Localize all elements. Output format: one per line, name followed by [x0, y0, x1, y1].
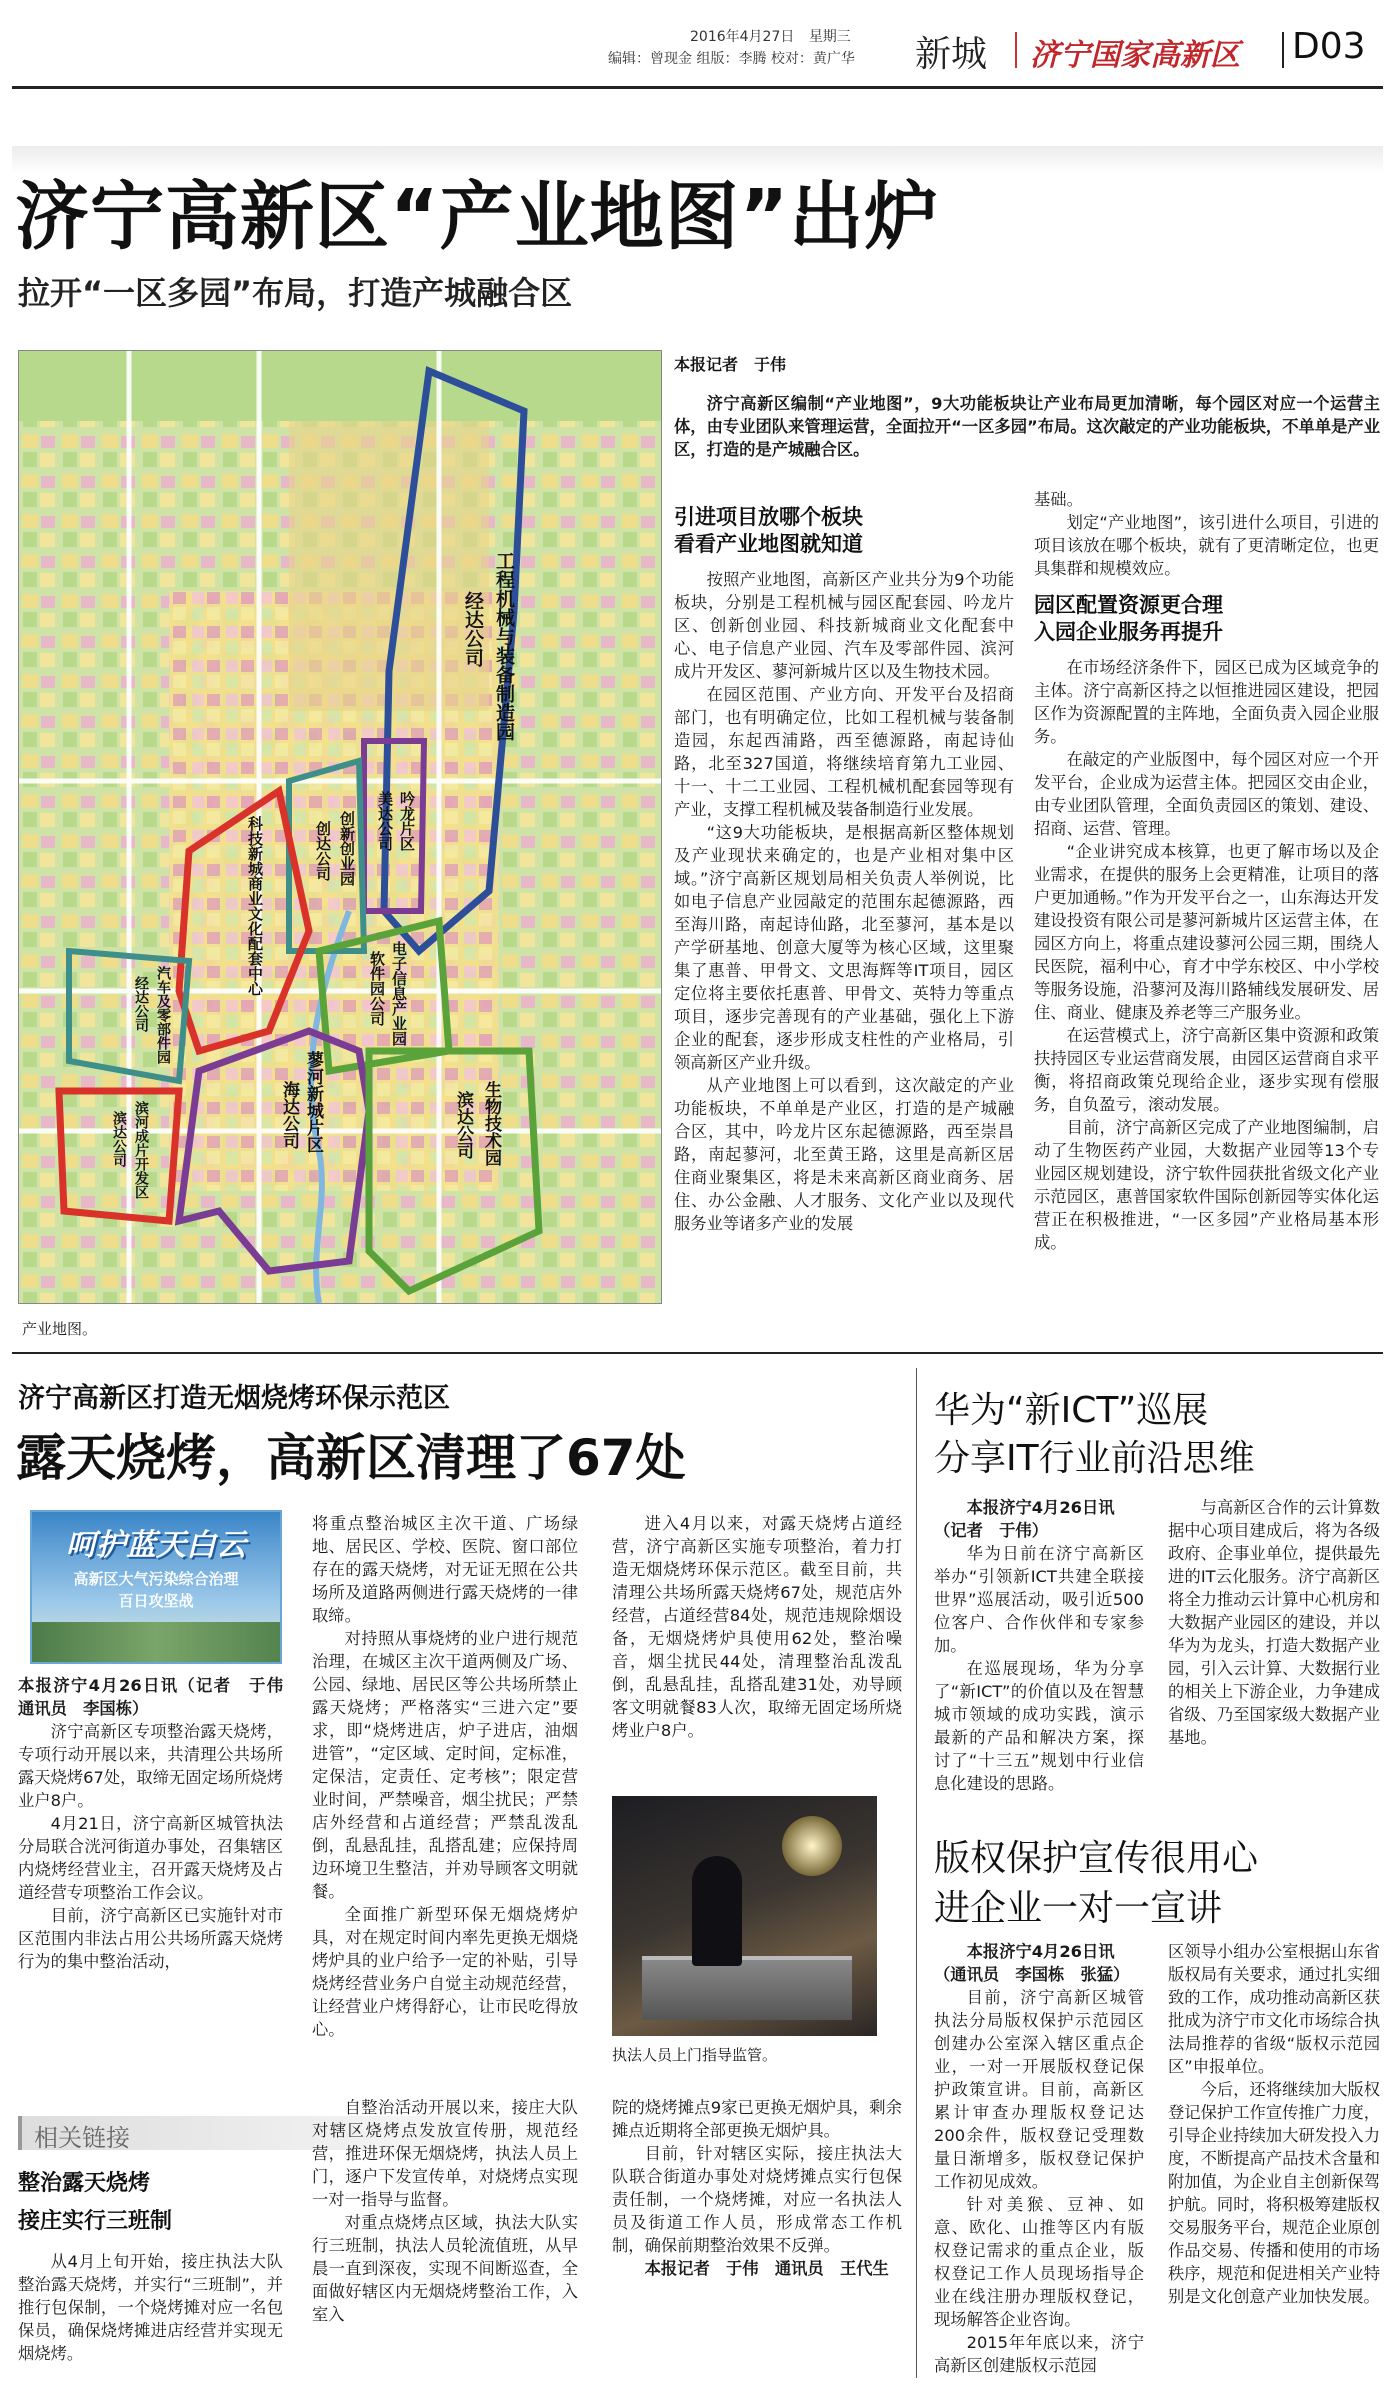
issue-date: 2016年4月27日	[690, 29, 795, 45]
col1-paragraph: 从产业地图上可以看到，这次敲定的产业功能板块，不单单是产业区，打造的是产城融合区，其中，吟龙片区东起德源路，西至崇昌路，南起蓼河，北至黄王路，这里是高新区居住商业聚集区，将是未来高新区商业商务、居住、办公金融、人才服务、文化产业以及现代服务业等诸多产业的发展	[674, 1076, 1014, 1233]
main-lead	[674, 392, 1380, 461]
enforcement-photo	[612, 1796, 877, 2036]
huawei-title-2: 分享IT行业前沿思维	[934, 1438, 1255, 1479]
main-byline: 本报记者 于伟	[674, 355, 787, 374]
brand-title: 济宁国家高新区	[1030, 38, 1240, 73]
main-headline: 济宁高新区“产业地图”出炉	[15, 174, 940, 260]
badge-subtitle-1: 高新区大气污染综合治理	[73, 1570, 239, 1588]
masthead-divider-2	[1282, 32, 1284, 68]
huawei-byline-2: （记者 于伟）	[934, 1521, 1048, 1540]
related-paragraph: 院的烧烤摊点9家已更换无烟炉具，剩余摊点近期将全部更换无烟炉具。	[612, 2098, 902, 2140]
map-label-dianzi: 电子信息产业园	[390, 941, 408, 1046]
map-label-qiche: 汽车及零部件园	[155, 966, 171, 1064]
bbq-paragraph: 将重点整治城区主次干道、广场绿地、居民区、学校、医院、窗口部位存在的露天烧烤，对无证无照在公共场所及道路两侧进行露天烧烤的一律取缔。	[312, 1514, 578, 1625]
lead-paragraph: 济宁高新区编制“产业地图”，9大功能板块让产业布局更加清晰，每个园区对应一个运营主体，由专业团队来管理运营，全面拉开“一区多园”布局。这次敲定的产业功能板块，不单单是产业区，打造的是产城融合区。	[674, 394, 1380, 459]
col2-paragraph: 划定“产业地图”，该引进什么项目，引进的项目该放在哪个板块，就有了更清晰定位，也更具集群和规模效应。	[1034, 513, 1379, 578]
section2-title: 园区配置资源更合理 入园企业服务再提升	[1034, 593, 1223, 644]
badge-subtitle-2: 百日攻坚战	[118, 1592, 194, 1610]
copyright-col-2	[1168, 1940, 1380, 2308]
section-name: 新城	[915, 34, 988, 75]
huawei-paragraph: 在巡展现场，华为分享了“新ICT”的价值以及在智慧城市领域的成功实践，演示最新的产品和解决方案，探讨了“十三五”规划中行业信息化建设的思路。	[934, 1659, 1144, 1793]
bbq-paragraph: 对持照从事烧烤的业户进行规范治理，在城区主次干道两侧及广场、公园、绿地、居民区等公共场所禁止露天烧烤；严格落实“三进六定”要求，即“烧烤进店，炉子进店，油烟进管”，“定区域、定时间，定标准，定保洁，定责任、定考核”；限定营业时间，严禁噪音，烟尘扰民；严禁店外经营和占道经营；严禁乱泼乱倒，乱悬乱挂，乱搭乱建；应保持周边环境卫生整洁，并劝导顾客文明就餐。	[312, 1629, 578, 1901]
main-col-1	[674, 498, 1014, 1235]
map-label-yinlong: 吟龙片区	[398, 791, 416, 851]
vertical-divider	[916, 1368, 917, 2378]
masthead-divider	[1015, 32, 1017, 68]
bbq-title: 露天烧烤，高新区清理了67处	[16, 1429, 686, 1487]
col3-paragraph: 在敲定的产业版图中，每个园区对应一个开发平台，企业成为运营主体。把园区交由企业，由专业团队管理，全面负责园区的策划、建设、招商、运营、管理。	[1034, 750, 1379, 838]
map-label-keji: 科技新城商业文化配套中心	[246, 816, 264, 996]
badge-title: 呵护蓝天白云	[66, 1528, 246, 1563]
copyright-byline: 本报济宁4月26日讯	[966, 1942, 1115, 1961]
bbq-paragraph: 全面推广新型环保无烟烧烤炉具，对在规定时间内率先更换无烟烧烤炉具的业户给予一定的补贴，引导烧烤经营业务户自觉主动规范经营，让经营业户烤得舒心，让市民吃得放心。	[312, 1905, 578, 2039]
map-label-jingda-1: 经达公司	[462, 591, 484, 667]
bbq-col-1	[18, 1674, 300, 1973]
issue-weekday: 星期三	[808, 29, 851, 45]
related-col-2	[312, 2096, 578, 2326]
map-label-binhe: 滨河成片开发区	[133, 1101, 149, 1199]
col3-paragraph: “企业讲究成本核算，也更了解市场以及企业需求，在提供的服务上会更精准，让项目的落户更加通畅。”作为开发平台之一，山东海达开发建设投资有限公司是蓼河新城片区运营主体，在园区方向上，将重点建设蓼河公园三期，围绕人民医院，福利中心，育才中学东校区、中小学校等服务设施，沿蓼河及海川路辅线发展研发、居住、商业、健康及养老等三产服务业。	[1034, 842, 1379, 1022]
col3-paragraph: 在市场经济条件下，园区已成为区域竞争的主体。济宁高新区持之以恒推进园区建设，把园区作为资源配置的主阵地，全面负责入园企业服务。	[1034, 658, 1379, 746]
copyright-title-2: 进企业一对一宣讲	[934, 1888, 1223, 1929]
photo-grill	[642, 1956, 852, 2020]
map-label-ruanjian: 软件园公司	[368, 951, 386, 1026]
main-col-2	[1034, 488, 1379, 1254]
bbq-byline: 本报济宁4月26日讯（记者 于伟 通讯员 李国栋）	[18, 1676, 300, 1718]
related-paragraph: 自整治活动开展以来，接庄大队对辖区烧烤点发放宣传册，规范经营，推进环保无烟烧烤，执法人员上门，逐户下发宣传单，对烧烤点实现一对一指导与监督。	[312, 2098, 578, 2209]
map-label-chuangxin: 创新创业园	[338, 811, 356, 886]
main-subheadline: 拉开“一区多园”布局，打造产城融合区	[18, 274, 573, 312]
col1-paragraph: 在园区范围、产业方向、开发平台及招商部门，也有明确定位，比如工程机械与装备制造园，东起西浦路，西至德源路，南起诗仙路，北至327国道，将继续培育第九工业园、十一、十二工业园、工程机械机配套园等现有产业，支撑工程机械及装备制造行业发展。	[674, 685, 1014, 819]
bbq-col-2	[312, 1512, 578, 2041]
col3-paragraph: 在运营模式上，济宁高新区集中资源和政策扶持园区专业运营商发展，由园区运营商自求平衡，将招商政策兑现给企业，逐步实现有偿服务，自负盈亏，滚动发展。	[1034, 1026, 1379, 1114]
copyright-paragraph: 今后，还将继续加大版权登记保护工作宣传推广力度，引导企业持续加大研发投入力度，不断提高产品技术含量和附加值，为企业自主创新保驾护航。同时，将积极筹建版权交易服务平台，规范企业原创作品交易、传播和使用的市场秩序，规范和促进相关产业特别是文化创意产业加快发展。	[1168, 2080, 1380, 2306]
bbq-paragraph: 济宁高新区专项整治露天烧烤，专项行动开展以来，共清理公共场所露天烧烤67处，取缔无固定场所烧烤业户8户。	[18, 1722, 283, 1810]
huawei-col-2	[1168, 1496, 1380, 1749]
related-col-1	[18, 2250, 283, 2365]
map-label-gongcheng: 工程机械与装备制造园	[493, 551, 515, 741]
masthead-rule	[12, 86, 1383, 89]
related-paragraph: 从4月上旬开始，接庄执法大队整治露天烧烤，并实行“三班制”，并推行包保制，一个烧烤摊对应一名包保员，确保烧烤摊进店经营并实现无烟烧烤。	[18, 2252, 283, 2363]
bbq-kicker: 济宁高新区打造无烟烧烤环保示范区	[18, 1383, 450, 1414]
related-title-2: 接庄实行三班制	[18, 2209, 173, 2234]
copyright-title-1: 版权保护宣传很用心	[934, 1838, 1259, 1879]
related-byline: 本报记者 于伟 通讯员 王代生	[644, 2259, 889, 2278]
masthead-editors: 编辑：曾现金 组版：李腾 校对：黄广华	[608, 51, 855, 67]
map-caption: 产业地图。	[22, 1320, 98, 1338]
copyright-col-1	[934, 1940, 1144, 2377]
map-label-chuangda: 创达公司	[314, 821, 332, 881]
page-number: D03	[1292, 26, 1366, 67]
copyright-paragraph: 区领导小组办公室根据山东省版权局有关要求，通过扎实细致的工作，成功推动高新区获批成为济宁市文化市场综合执法局推荐的省级“版权示范园区”申报单位。	[1168, 1942, 1380, 2076]
huawei-title-1: 华为“新ICT”巡展	[934, 1390, 1209, 1431]
copyright-paragraph: 目前，济宁高新区城管执法分局版权保护示范园区创建办公室深入辖区重点企业，一对一开展版权登记保护政策宣讲。目前，高新区累计审查办理版权登记达200余件，版权登记受理数量日渐增多，版权登记保护工作初见成效。	[934, 1988, 1144, 2191]
huawei-byline: 本报济宁4月26日讯	[966, 1498, 1115, 1517]
related-col-3	[612, 2096, 902, 2280]
copyright-paragraph: 2015年年底以来，济宁高新区创建版权示范园	[934, 2333, 1144, 2375]
map-label-liaohe: 蓼河新城片区	[303, 1051, 323, 1153]
photo-light	[782, 1816, 842, 1876]
col2-continuation: 基础。	[1034, 490, 1083, 509]
map-label-jingda-2: 经达公司	[133, 976, 149, 1032]
masthead	[0, 0, 1395, 80]
map-label-meida: 美达公司	[376, 791, 394, 851]
related-paragraph: 目前，针对辖区实际，接庄执法大队联合街道办事处对烧烤摊点实行包保责任制，一个烧烤摊，对应一名执法人员及街道工作人员，形成常态工作机制，确保前期整治效果不反弹。	[612, 2144, 902, 2255]
masthead-date	[690, 26, 851, 46]
related-paragraph: 对重点烧烤点区域，执法大队实行三班制，执法人员轮流值班，从早晨一直到深夜，实现不间断巡查，全面做好辖区内无烟烧烤整治工作，入室入	[312, 2213, 578, 2324]
section-divider	[12, 1352, 1383, 1354]
huawei-paragraph: 华为日前在济宁高新区举办“引领新ICT共建全联接世界”巡展活动，吸引近500位客户、合作伙伴和专家参加。	[934, 1544, 1144, 1655]
col3-paragraph: 目前，济宁高新区完成了产业地图编制，启动了生物医药产业园，大数据产业园等13个专业园区规划建设，济宁软件园获批省级文化产业示范园区，惠普国家软件国际创新园等实体化运营正在积极推进，“一区多园”产业格局基本形成。	[1034, 1118, 1379, 1252]
map-label-binda-1: 滨达公司	[111, 1111, 127, 1167]
huawei-col-1	[934, 1496, 1144, 1795]
related-label: 相关链接	[34, 2124, 130, 2152]
map-label-haida: 海达公司	[279, 1081, 299, 1149]
photo-person	[692, 1856, 742, 1966]
section1-title: 引进项目放哪个板块 看看产业地图就知道	[674, 505, 863, 556]
copyright-paragraph: 针对美猴、豆神、如意、欧化、山推等区内有版权登记需求的重点企业，版权登记工作人员现场指导企业在线注册办理版权登记，现场解答企业咨询。	[934, 2195, 1144, 2329]
bbq-col-3	[612, 1512, 902, 1742]
col1-paragraph: “这9大功能板块，是根据高新区整体规划及产业现状来确定的，也是产业相对集中区域。”济宁高新区规划局相关负责人举例说，比如电子信息产业园敲定的范围东起德源路，西至海川路，南起诗仙路，北至蓼河，基本是以产学研基地、创意大厦等为核心区域，这里聚集了惠普、甲骨文、文思海辉等IT项目，园区定位将主要依托惠普、甲骨文、英特力等重点项目，逐步完善现有的产业基础，强化上下游企业的配套，逐步形成支柱性的产业格局，引领高新区产业升级。	[674, 823, 1014, 1072]
huawei-paragraph: 与高新区合作的云计算数据中心项目建成后，将为各级政府、企事业单位，提供最先进的IT云化服务。济宁高新区将全力推动云计算中心机房和大数据产业园区的建设，并以华为为龙头，打造大数据产业园，引入云计算、大数据行业的相关上下游企业，力争建成省级、乃至国家级大数据产业基地。	[1168, 1498, 1380, 1747]
bbq-paragraph: 目前，济宁高新区已实施针对市区范围内非法占用公共场所露天烧烤行为的集中整治活动，	[18, 1906, 283, 1971]
blue-sky-badge	[30, 1510, 282, 1664]
industry-map	[18, 350, 662, 1304]
related-title-1: 整治露天烧烤	[18, 2171, 151, 2196]
badge-skyline	[32, 1622, 280, 1662]
col1-paragraph: 按照产业地图，高新区产业共分为9个功能板块，分别是工程机械与园区配套园、吟龙片区、创新创业园、科技新城商业文化配套中心、电子信息产业园、汽车及零部件园、滨河成片开发区、蓼河新城片区以及生物技术园。	[674, 570, 1014, 681]
map-label-shengwu: 生物技术园	[481, 1081, 501, 1166]
photo-caption: 执法人员上门指导监管。	[612, 2046, 778, 2064]
map-label-binda-2: 滨达公司	[453, 1091, 473, 1159]
bbq-paragraph: 4月21日，济宁高新区城管执法分局联合洸河街道办事处，召集辖区内烧烤经营业主，召开露天烧烤及占道经营专项整治工作会议。	[18, 1814, 283, 1902]
copyright-byline-2: （通讯员 李国栋 张猛）	[934, 1965, 1130, 1984]
bbq-paragraph: 进入4月以来，对露天烧烤占道经营，济宁高新区实施专项整治，着力打造无烟烧烤环保示范区。截至目前，共清理公共场所露天烧烤67处，规范店外经营，占道经营84处，规范违规除烟设备，无烟烧烤炉具使用62处，整治噪音，烟尘扰民44处，清理整治乱泼乱倒，乱悬乱挂，乱搭乱建31处，劝导顾客文明就餐83人次，取缔无固定场所烧烤业户8户。	[612, 1514, 902, 1740]
